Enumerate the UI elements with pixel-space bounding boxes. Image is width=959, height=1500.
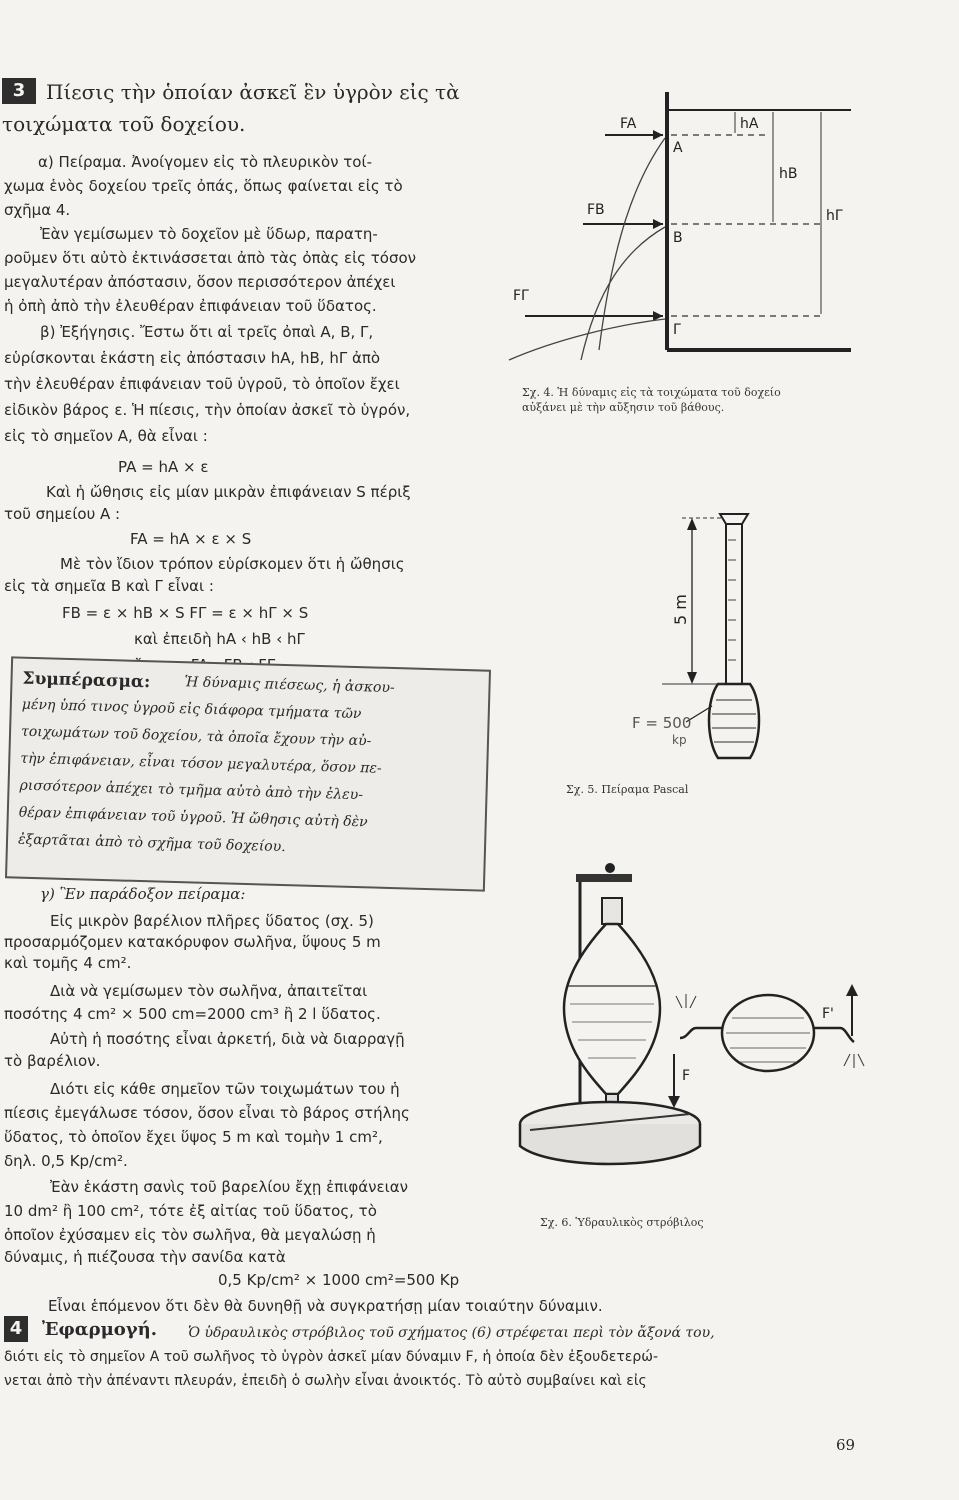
body-line: καὶ τομῆς 4 cm². (4, 954, 132, 972)
body-line: ὕδατος, τὸ ὁποῖον ἔχει ὕψος 5 m καὶ τομὴν 1 cm², (4, 1128, 383, 1146)
figure-5-caption: Σχ. 5. Πείραμα Pascal (566, 783, 689, 796)
water-jet-g (509, 319, 665, 360)
figure-6-hydraulic-turbine (510, 858, 870, 1178)
conclusion-label: Συμπέρασμα: (22, 668, 151, 693)
page-number: 69 (836, 1436, 856, 1454)
label-f: F (682, 1068, 691, 1084)
vertical-tube (726, 518, 742, 684)
force-unit: kp (672, 733, 687, 747)
stand-arm (576, 874, 632, 882)
section-number-badge: 4 (4, 1316, 28, 1342)
body-line: 10 dm² ἢ 100 cm², τότε ἐξ αἰτίας τοῦ ὕδατος, τὸ (4, 1202, 377, 1220)
conclusion-line: Ἡ δύναμις πιέσεως, ἡ ἀσκου- (184, 674, 395, 697)
label-fa: FA (620, 116, 637, 132)
conclusion-line: τοιχωμάτων τοῦ δοχείου, τὰ ὁποῖα ἔχουν τὴν αὐ- (20, 723, 372, 750)
label-fg: FΓ (513, 288, 529, 304)
figure-6-caption: Σχ. 6. Ὑδραυλικὸς στρόβιλος (540, 1216, 704, 1229)
body-line: χωμα ἑνὸς δοχείου τρεῖς ὀπάς, ὅπως φαίνεται εἰς τὸ (4, 177, 403, 195)
body-line: εὑρίσκονται ἑκάστη εἰς ἀπόστασιν hA, hB, hΓ ἀπὸ (4, 349, 381, 367)
body-line: εἰς τὰ σημεῖα Β καὶ Γ εἶναι : (4, 577, 214, 595)
height-label: 5 m (671, 594, 690, 625)
body-line: Καὶ ἡ ὤθησις εἰς μίαν μικρὰν ἐπιφάνειαν S πέριξ (46, 483, 411, 501)
body-line: α) Πείραμα. Ἀνοίγομεν εἰς τὸ πλευρικὸν τοί- (38, 153, 372, 171)
conclusion-line: μένη ὑπό τινος ὑγροῦ εἰς διάφορα τμήματα τῶν (21, 696, 362, 723)
application-line: διότι εἰς τὸ σημεῖον Α τοῦ σωλῆνος τὸ ὑγρὸν ἀσκεῖ μίαν δύναμιν F, ἡ ὁποία δὲν ἐξουδετερώ- (4, 1349, 658, 1365)
conclusion-line: ρισσότερον ἀπέχει τὸ τμῆμα αὐτὸ ἀπὸ τὴν ἐλευ- (19, 777, 364, 804)
detail-tube-right (814, 1028, 854, 1042)
body-line: προσαρμόζομεν κατακόρυφον σωλῆνα, ὕψους 5 m (4, 933, 381, 951)
body-line: Ἐὰν ἑκάστη σανὶς τοῦ βαρελίου ἔχῃ ἐπιφάνειαν (50, 1178, 408, 1196)
formula-forces-bg: FB = ε × hB × S FΓ = ε × hΓ × S (62, 604, 309, 622)
formula-pressure: PA = hA × ε (118, 458, 209, 476)
formula-force-a: FA = hA × ε × S (130, 530, 252, 548)
body-line: ροῦμεν ὅτι αὐτὸ ἐκτινάσσεται ἀπὸ τὰς ὀπὰς εἰς τόσον (4, 249, 417, 267)
label-g: Γ (673, 322, 681, 338)
conclusion-line: τὴν ἐπιφάνειαν, εἶναι τόσον μεγαλυτέρα, ὅσον πε- (20, 750, 382, 777)
barrel (709, 684, 759, 758)
detail-tube-left (680, 1028, 722, 1038)
body-line: δηλ. 0,5 Kp/cm². (4, 1152, 128, 1170)
body-line: ποσότης 4 cm² × 500 cm=2000 cm³ ἢ 2 l ὕδατος. (4, 1005, 381, 1023)
body-line: εἰς τὸ σημεῖον Α, θὰ εἶναι : (4, 427, 208, 445)
experiment-heading: γ) Ἓν παράδοξον πείραμα: (40, 885, 246, 903)
body-line: μεγαλυτέραν ἀπόστασιν, ὅσον περισσότερον ἀπέχει (4, 273, 396, 291)
body-line: δύναμις, ἡ πιέζουσα τὴν σανίδα κατὰ (4, 1248, 286, 1266)
body-line: τοῦ σημείου Α : (4, 505, 121, 523)
label-b: B (673, 230, 683, 246)
label-hg: hΓ (826, 208, 843, 224)
conclusion-line: θέραν ἐπιφάνειαν τοῦ ὑγροῦ. Ἡ ὤθησις αὐτὴ δὲν (18, 804, 368, 831)
formula-inequality: καὶ ἐπειδὴ hA ‹ hB ‹ hΓ (134, 630, 305, 648)
section-number-badge: 3 (2, 78, 36, 104)
application-label: Ἐφαρμογή. (42, 1319, 158, 1340)
body-line: Εἰς μικρὸν βαρέλιον πλῆρες ὕδατος (σχ. 5) (50, 912, 374, 930)
body-line: Μὲ τὸν ἴδιον τρόπον εὑρίσκομεν ὅτι ἡ ὤθησις (60, 555, 405, 573)
body-line: Διότι εἰς κάθε σημεῖον τῶν τοιχωμάτων του ἡ (50, 1080, 400, 1098)
formula-result: 0,5 Kp/cm² × 1000 cm²=500 Kp (218, 1271, 460, 1289)
figure-4-container-diagram (495, 90, 855, 380)
section-title-cont: τοιχώματα τοῦ δοχείου. (2, 112, 246, 136)
body-line: τὸ βαρέλιον. (4, 1052, 101, 1070)
section-title: Πίεσις τὴν ὁποίαν ἀσκεῖ ἓν ὑγρὸν εἰς τὰ (46, 80, 460, 104)
body-line: ὁποῖον ἐχύσαμεν εἰς τὸν σωλῆνα, θὰ μεγαλώσῃ ἡ (4, 1226, 376, 1244)
body-line: Ἐὰν γεμίσωμεν τὸ δοχεῖον μὲ ὕδωρ, παρατη- (40, 225, 378, 243)
body-line: β) Ἐξήγησις. Ἔστω ὅτι αἱ τρεῖς ὀπαὶ Α, Β, Γ, (40, 323, 374, 341)
conclusion-line: ἐξαρτᾶται ἀπὸ τὸ σχῆμα τοῦ δοχείου. (17, 831, 286, 856)
body-line: ἡ ὀπὴ ἀπὸ τὴν ἐλευθέραν ἐπιφάνειαν τοῦ ὕδατος. (4, 297, 377, 315)
label-fb: FB (587, 202, 605, 218)
body-line: εἰδικὸν βάρος ε. Ἡ πίεσις, τὴν ὁποίαν ἀσκεῖ τὸ ὑγρόν, (4, 401, 411, 419)
tray-rim (520, 1124, 700, 1164)
figure-4-caption-cont: αὐξάνει μὲ τὴν αὔξησιν τοῦ βάθους. (522, 401, 725, 414)
clamp-screw (605, 863, 615, 873)
label-a: A (673, 140, 683, 156)
flask (564, 924, 660, 1094)
body-line: τὴν ἐλευθέραν ἐπιφάνειαν τοῦ ὑγροῦ, τὸ ὁποῖον ἔχει (4, 375, 400, 393)
body-line: Διὰ νὰ γεμίσωμεν τὸν σωλῆνα, ἀπαιτεῖται (50, 982, 368, 1000)
body-line: πίεσις ἐμεγάλωσε τόσον, ὅσον εἶναι τὸ βάρος στήλης (4, 1104, 410, 1122)
water-jet-b (581, 227, 665, 360)
conclusion-box (5, 656, 491, 891)
figure-4-caption: Σχ. 4. Ἡ δύναμις εἰς τὰ τοιχώματα τοῦ δοχείο (522, 386, 781, 399)
body-line: σχῆμα 4. (4, 201, 71, 219)
label-ha: hA (740, 116, 759, 132)
force-label: F = 500 (632, 714, 692, 732)
tube-funnel (720, 514, 748, 524)
figure-5-pascal-barrel (600, 500, 800, 770)
body-line: Αὐτὴ ἡ ποσότης εἶναι ἀρκετή, διὰ νὰ διαρραγῇ (50, 1030, 405, 1048)
application-line: νεται ἀπὸ τὴν ἀπέναντι πλευράν, ἐπειδὴ ὁ σωλὴν εἶναι ἀνοικτός. Τὸ αὐτὸ συμβαίνει καὶ εἰς (4, 1373, 647, 1389)
stopper (602, 898, 622, 924)
label-hb: hB (779, 166, 798, 182)
label-f-prime: F' (822, 1006, 834, 1022)
application-line: Ὁ ὑδραυλικὸς στρόβιλος τοῦ σχήματος (6) στρέφεται περὶ τὸν ἄξονά του, (188, 1325, 715, 1341)
body-line-wide: Εἶναι ἑπόμενον ὅτι δὲν θὰ δυνηθῇ νὰ συγκρατήσῃ μίαν τοιαύτην δύναμιν. (48, 1297, 603, 1315)
